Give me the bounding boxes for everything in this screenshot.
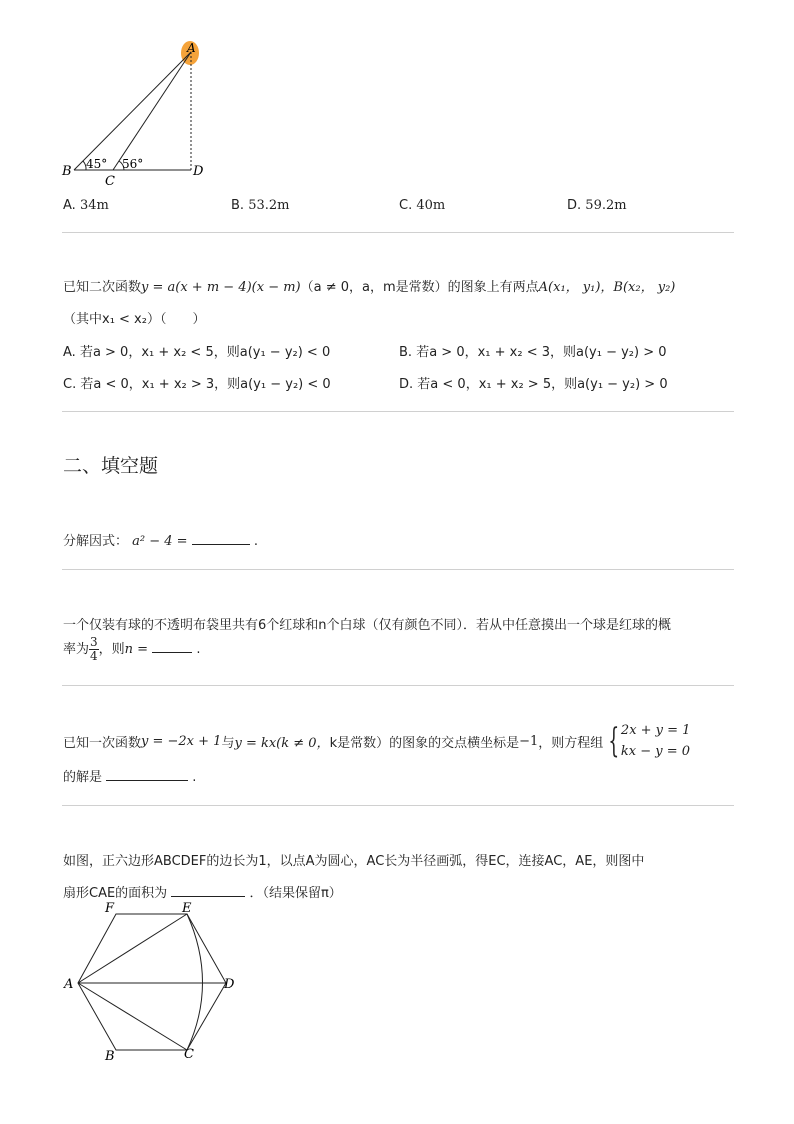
fraction-denominator: 4 xyxy=(90,649,98,663)
option-text: 若a > 0，x₁ + x₂ < 5，则a(y₁ − y₂) < 0 xyxy=(79,345,331,360)
stem-text: 扇形CAE的面积为 xyxy=(63,886,168,901)
answer-blank[interactable] xyxy=(192,532,250,545)
answer-blank[interactable] xyxy=(171,884,245,897)
condition-text: （a ≠ 0，a，m是常数）的图象上有两点 xyxy=(300,280,539,295)
answer-blank[interactable] xyxy=(106,768,188,781)
triangle-option-d[interactable] xyxy=(567,198,627,213)
hexagon-line-1 xyxy=(63,850,644,869)
divider xyxy=(62,232,734,233)
stem-text: k是常数）的图象的交点横坐标是 xyxy=(329,735,520,751)
factor-expression: a² − 4 = xyxy=(132,534,188,549)
quadratic-option-d[interactable] xyxy=(399,373,668,392)
stem-text: 一个仅装有球的不透明布袋里共有6个红球和n个白球（仅有颜色不同）．若从中任意摸出一个球是红球的概 xyxy=(63,618,672,633)
angle-b-label: 45° xyxy=(86,157,108,171)
function-2: y = kx(k ≠ 0， xyxy=(234,735,330,751)
option-letter: D. xyxy=(567,198,582,213)
label-b: B xyxy=(62,164,72,179)
stem-text: 已知一次函数 xyxy=(63,735,142,751)
function-1: y = −2x + 1 xyxy=(141,733,222,749)
hex-label-f: F xyxy=(105,901,115,916)
option-letter: D. xyxy=(399,377,414,392)
linear-line-2 xyxy=(63,766,196,785)
option-text: 若a > 0，x₁ + x₂ < 3，则a(y₁ − y₂) > 0 xyxy=(416,345,667,360)
probability-line-1 xyxy=(63,614,671,633)
quadratic-stem-2 xyxy=(63,308,205,327)
point-b: B(x₂， y₂) xyxy=(613,280,676,295)
brace-icon: { xyxy=(608,721,620,761)
factor-question xyxy=(63,530,258,549)
stem-text: ，则 xyxy=(98,642,125,657)
divider xyxy=(62,685,734,686)
divider xyxy=(62,805,734,806)
option-text: 若a < 0，x₁ + x₂ > 3，则a(y₁ − y₂) < 0 xyxy=(80,377,331,392)
option-letter: B. xyxy=(399,345,413,360)
option-text: 53.2m xyxy=(248,198,290,213)
function-formula: y = a(x + m − 4)(x − m) xyxy=(141,280,301,295)
equation-1: 2x + y = 1 xyxy=(620,723,691,738)
quadratic-option-b[interactable] xyxy=(399,341,667,360)
stem-text: 已知二次函数 xyxy=(63,280,142,295)
fraction xyxy=(89,636,99,663)
section-title: 二、填空题 xyxy=(63,455,159,477)
triangle-figure xyxy=(58,38,218,188)
hex-label-e: E xyxy=(182,901,192,916)
divider xyxy=(62,569,734,570)
n-equals: n = xyxy=(124,642,149,657)
linear-line-1 xyxy=(63,720,690,762)
quadratic-option-a[interactable] xyxy=(63,341,330,360)
equation-system xyxy=(603,720,690,762)
stem-text: 的解是 xyxy=(63,770,103,785)
equation-2: kx − y = 0 xyxy=(620,744,691,759)
triangle-option-c[interactable] xyxy=(399,198,445,213)
stem-text: （其中x₁ < x₂）（ ） xyxy=(63,312,206,327)
option-text: 34m xyxy=(79,198,109,213)
option-letter: A. xyxy=(63,345,76,360)
stem-text: ，则方程组 xyxy=(538,735,604,751)
probability-line-2 xyxy=(63,636,201,663)
suffix-text: . xyxy=(196,642,201,657)
label-c: C xyxy=(105,174,115,188)
option-text: 40m xyxy=(416,198,446,213)
stem-text: 如图，正六边形ABCDEF的边长为1，以点A为圆心，AC长为半径画弧，得EC，连接AC，AE，则图中 xyxy=(63,854,645,869)
triangle-option-b[interactable] xyxy=(231,198,289,213)
option-text: 若a < 0，x₁ + x₂ > 5，则a(y₁ − y₂) > 0 xyxy=(417,377,668,392)
intersection-value: −1 xyxy=(519,733,539,749)
stem-text: ．（结果保留π） xyxy=(249,886,342,901)
hexagon-line-2 xyxy=(63,882,342,901)
label-a: A xyxy=(187,41,196,55)
hex-label-b: B xyxy=(105,1049,115,1064)
divider xyxy=(62,411,734,412)
angle-c-label: 56° xyxy=(122,157,144,171)
prefix-text: 分解因式： xyxy=(63,534,129,549)
hex-label-a: A xyxy=(64,977,74,992)
fraction-numerator: 3 xyxy=(90,635,98,649)
quadratic-option-c[interactable] xyxy=(63,373,331,392)
option-letter: B. xyxy=(231,198,245,213)
option-text: 59.2m xyxy=(585,198,627,213)
answer-blank[interactable] xyxy=(152,640,192,653)
hex-label-d: D xyxy=(224,977,235,992)
hexagon-figure xyxy=(60,900,245,1066)
suffix-text: . xyxy=(192,770,197,785)
option-letter: C. xyxy=(63,377,77,392)
quadratic-stem xyxy=(63,276,675,295)
option-letter: C. xyxy=(399,198,413,213)
option-letter: A. xyxy=(63,198,76,213)
hex-label-c: C xyxy=(184,1047,194,1062)
point-a: A(x₁， y₁)， xyxy=(538,280,614,295)
stem-text: 率为 xyxy=(63,642,90,657)
stem-text: 与 xyxy=(221,735,235,751)
label-d: D xyxy=(193,164,204,179)
suffix-text: . xyxy=(253,534,258,549)
triangle-option-a[interactable] xyxy=(63,198,109,213)
